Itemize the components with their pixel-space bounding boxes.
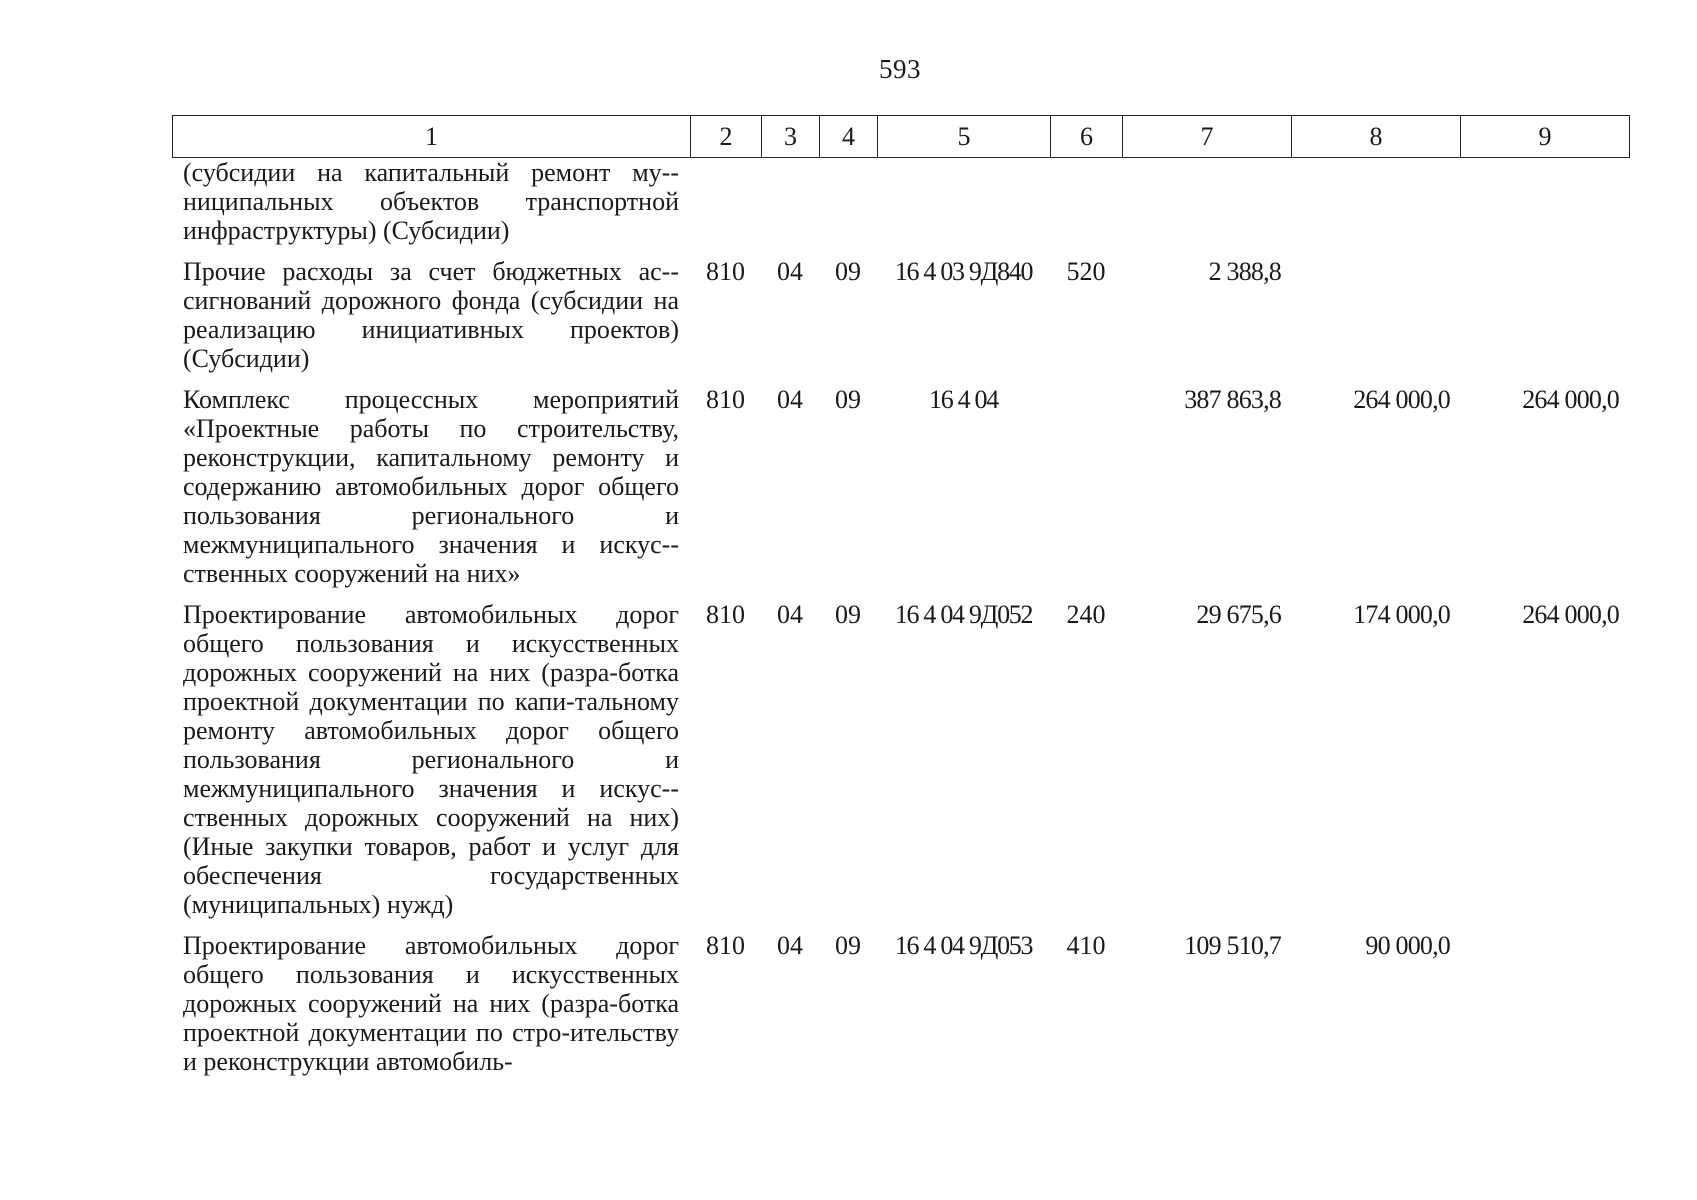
table-row (172, 600, 1629, 931)
target-article-code: 16 4 03 9Д840 (894, 257, 1033, 286)
amount-col9 (1460, 257, 1629, 385)
section-code: 04 (777, 600, 803, 629)
table-row (172, 385, 1629, 600)
row-description: (субсидии на капитальный ремонт му-ниципальных объектов транспортной инфраструктуры) (Субсидии) (183, 158, 679, 245)
amount-col9: 264 000,0 (1522, 600, 1619, 629)
amount-col8: 264 000,0 (1353, 385, 1450, 414)
amount-col9: 264 000,0 (1522, 385, 1619, 414)
target-article-code: 16 4 04 9Д052 (894, 600, 1033, 629)
row-description: Проектирование автомобильных дорог общего пользования и искусственных дорожных сооружений на них (разра-ботка проектной документации по капи-тальному ремонту автомобильных дорог общего пользования регионального и межмуниципального значения и искус-ственных дорожных сооружений на них) (Иные закупки товаров, работ и услуг для обеспечения государственных (муниципальных) нужд) (183, 600, 679, 919)
amount-col7: 29 675,6 (1196, 600, 1281, 629)
target-article-code: 16 4 04 9Д053 (894, 931, 1033, 960)
ministry-code: 810 (706, 931, 745, 960)
subsection-code: 09 (835, 385, 861, 414)
section-code: 04 (777, 385, 803, 414)
column-header: 6 (1051, 116, 1123, 158)
column-header: 3 (762, 116, 820, 158)
subsection-code: 09 (835, 257, 861, 286)
amount-col8 (1291, 158, 1460, 257)
ministry-code: 810 (706, 385, 745, 414)
target-article-code: 16 4 04 (929, 385, 998, 414)
amount-col7: 387 863,8 (1184, 385, 1281, 414)
amount-col7: 2 388,8 (1208, 257, 1281, 286)
column-header: 1 (173, 116, 691, 158)
column-header: 9 (1461, 116, 1630, 158)
subsection-code: 09 (835, 600, 861, 629)
subsection-code (819, 158, 877, 257)
page-number: 593 (879, 54, 921, 84)
amount-col8 (1291, 257, 1460, 385)
column-header: 5 (878, 116, 1051, 158)
section-code: 04 (777, 257, 803, 286)
section-code: 04 (777, 931, 803, 960)
amount-col8: 90 000,0 (1365, 931, 1450, 960)
ministry-code: 810 (706, 600, 745, 629)
expense-type-code: 240 (1066, 600, 1106, 629)
subsection-code: 09 (835, 931, 861, 960)
column-header: 2 (691, 116, 762, 158)
target-article-code (877, 158, 1050, 257)
column-header-table (172, 115, 1630, 158)
section-code (761, 158, 819, 257)
column-header-row (173, 116, 1630, 158)
table-row (172, 931, 1629, 1088)
amount-col7: 109 510,7 (1184, 931, 1281, 960)
expense-type-code (1050, 385, 1122, 600)
row-description: Прочие расходы за счет бюджетных ас-сигнований дорожного фонда (субсидии на реализацию инициативных проектов) (Субсидии) (183, 257, 679, 373)
table-row (172, 158, 1629, 257)
column-header: 4 (820, 116, 878, 158)
ministry-code: 810 (706, 257, 745, 286)
ministry-code (690, 158, 761, 257)
column-header: 7 (1123, 116, 1292, 158)
expense-type-code: 410 (1066, 931, 1106, 960)
budget-table (172, 158, 1629, 1088)
amount-col8: 174 000,0 (1353, 600, 1450, 629)
expense-type-code (1050, 158, 1122, 257)
row-description: Комплекс процессных мероприятий «Проектные работы по строительству, реконструкции, капитальному ремонту и содержанию автомобильных дорог общего пользования регионального и межмуниципального значения и искус-ственных сооружений на них» (183, 385, 679, 588)
row-description: Проектирование автомобильных дорог общего пользования и искусственных дорожных сооружений на них (разра-ботка проектной документации по стро-ительству и реконструкции автомобиль- (183, 931, 679, 1076)
amount-col9 (1460, 931, 1629, 1088)
amount-col9 (1460, 158, 1629, 257)
table-row (172, 257, 1629, 385)
column-header: 8 (1292, 116, 1461, 158)
expense-type-code: 520 (1066, 257, 1106, 286)
amount-col7 (1122, 158, 1291, 257)
